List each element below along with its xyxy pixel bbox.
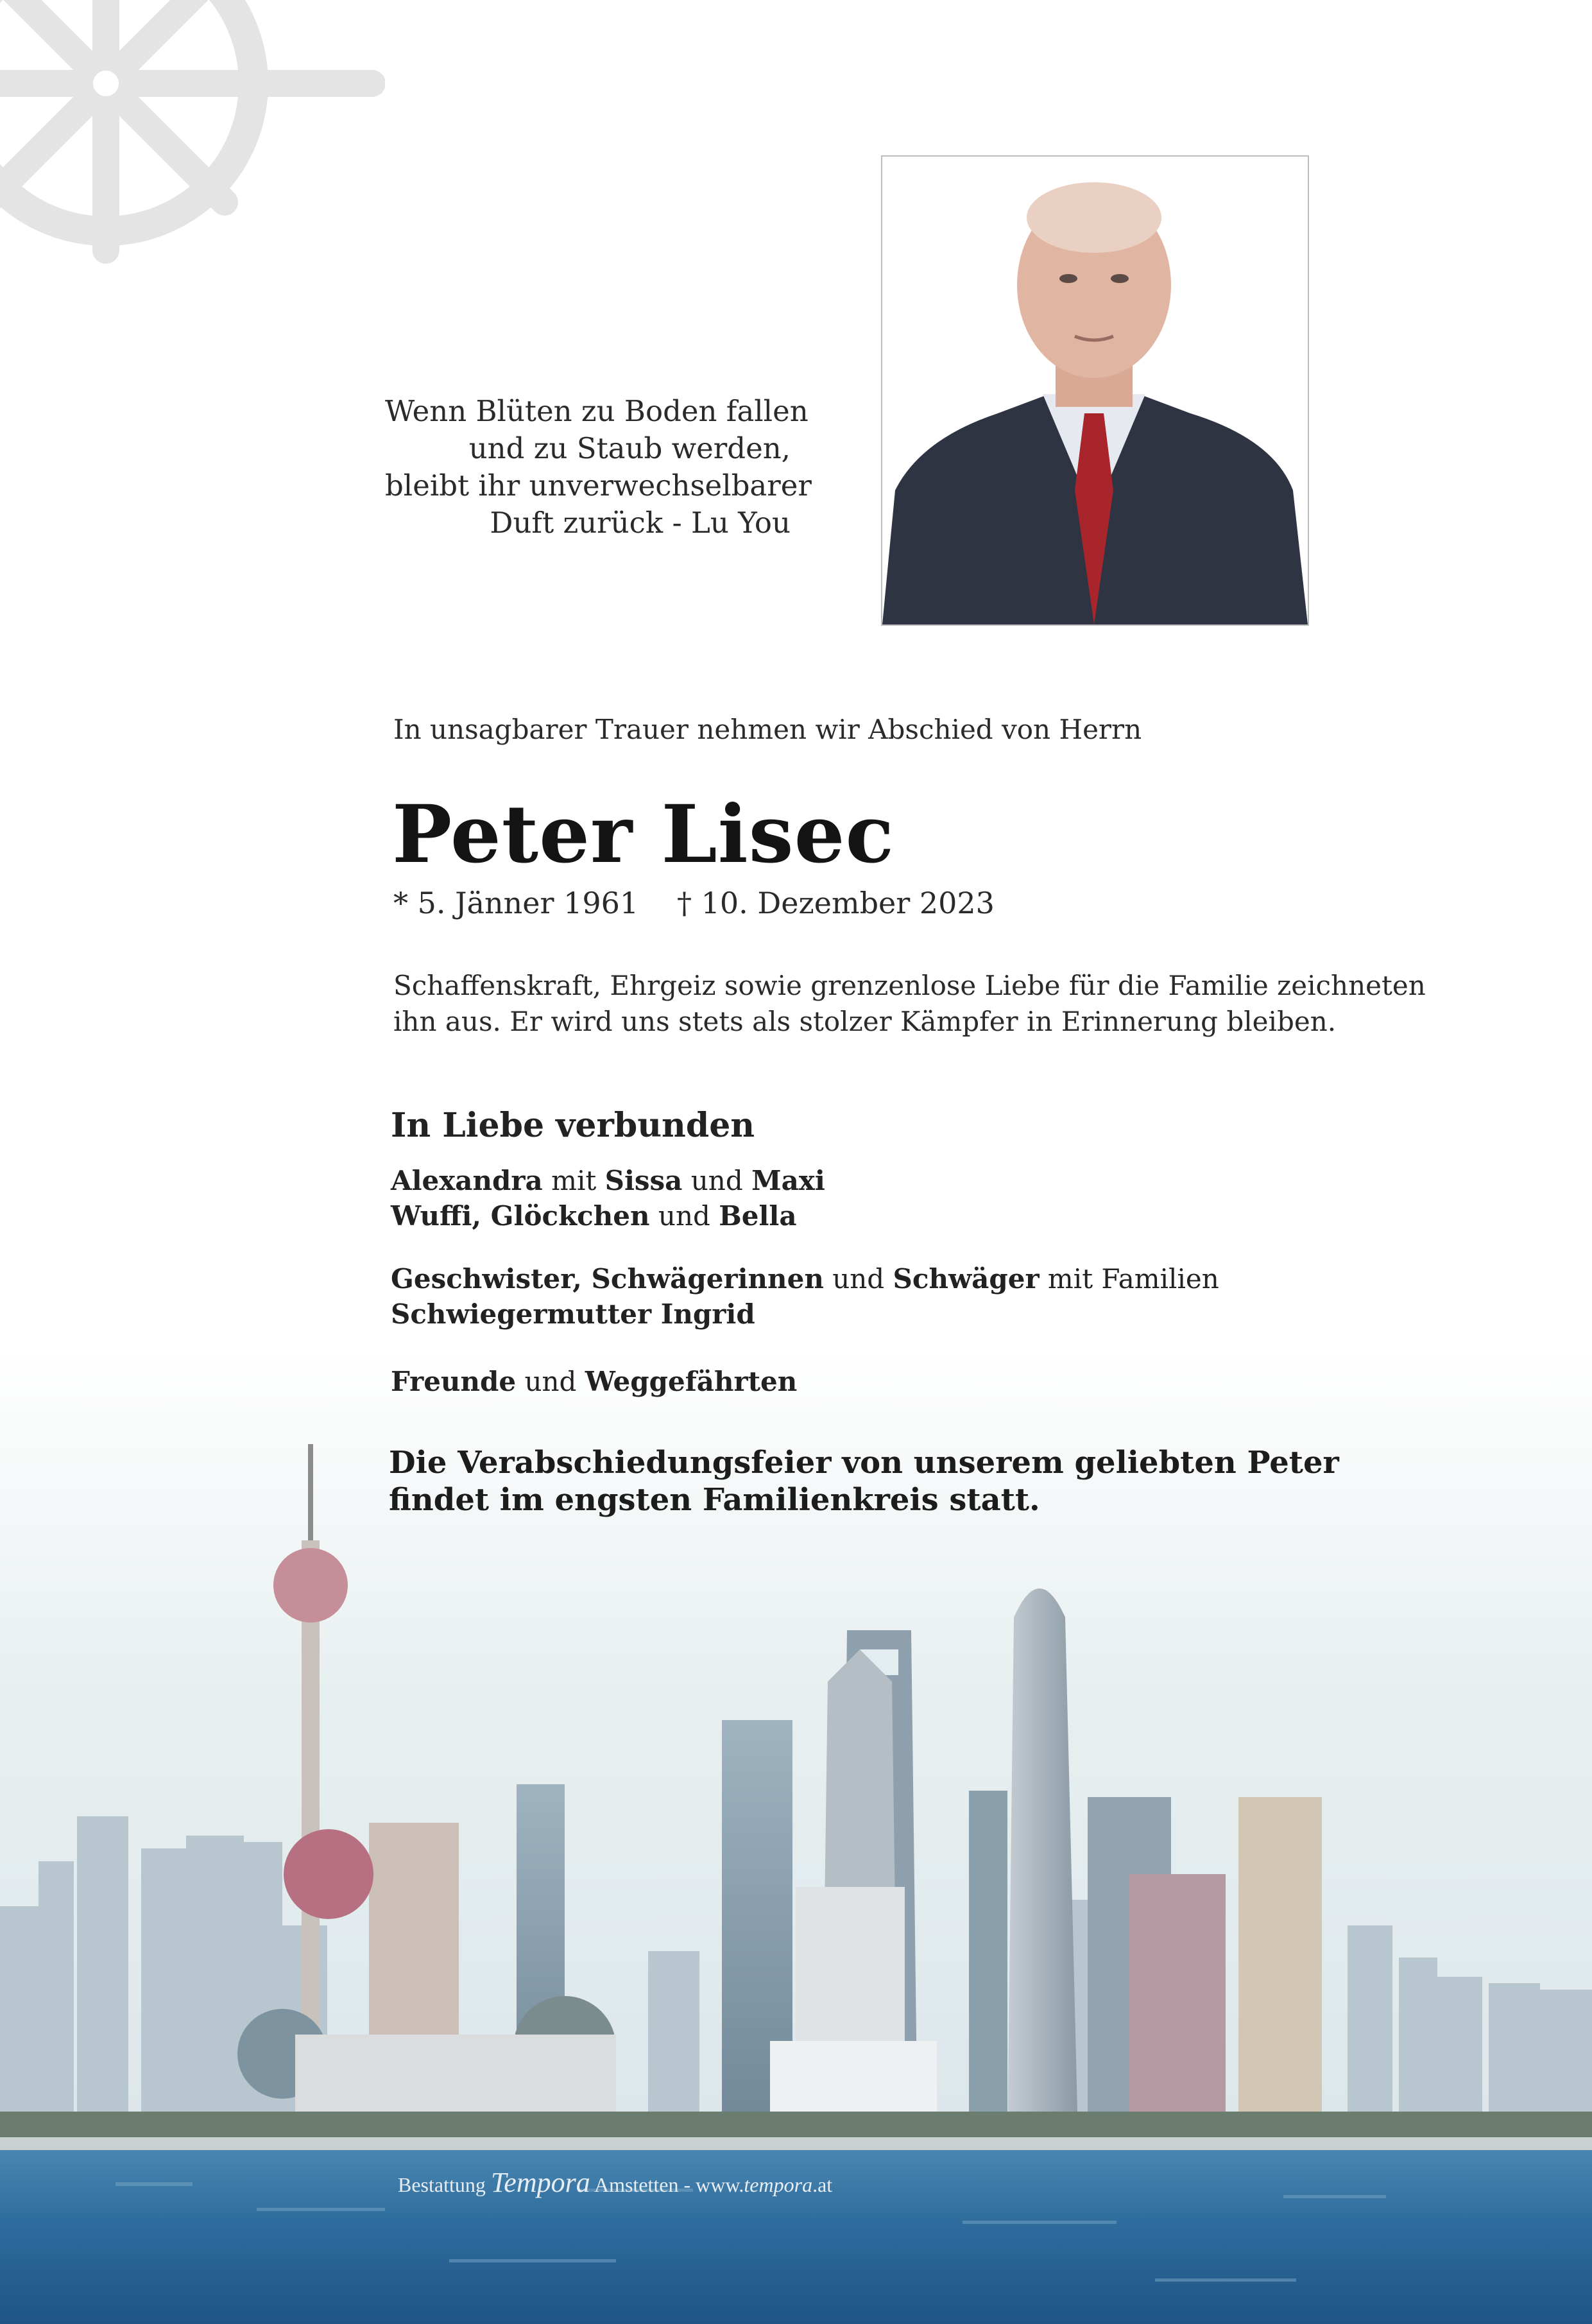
- footer-suffix: .at: [812, 2173, 833, 2196]
- mourners-line: [391, 1366, 797, 1397]
- death-date: † 10. Dezember 2023: [677, 886, 995, 920]
- connector-text: und: [682, 1165, 752, 1196]
- connector-text: mit Familien: [1039, 1263, 1219, 1295]
- mourner-name: Freunde: [391, 1366, 517, 1397]
- ceremony-line: findet im engsten Familienkreis statt.: [389, 1482, 1040, 1518]
- deceased-name: Peter Lisec: [392, 788, 894, 881]
- footer-site: tempora: [744, 2173, 813, 2196]
- mourner-name: Schwäger: [893, 1263, 1040, 1295]
- funeral-home-brand: Tempora: [490, 2167, 590, 2198]
- mourner-name: Sissa: [604, 1165, 683, 1196]
- mourner-name: Weggefährten: [585, 1366, 798, 1397]
- footer-prefix: Bestattung: [398, 2173, 491, 2196]
- connector-text: mit: [542, 1165, 605, 1196]
- portrait-figure-icon: [882, 157, 1308, 624]
- connector-text: und: [649, 1200, 719, 1232]
- footer-middle: Amstetten - www.: [590, 2173, 744, 2196]
- ship-wheel-icon: [0, 0, 385, 359]
- mourners-line: [391, 1200, 797, 1232]
- connector-text: und: [823, 1263, 893, 1295]
- funeral-home-footer: [398, 2166, 832, 2199]
- ceremony-notice: [389, 1444, 1339, 1519]
- ceremony-line: Die Verabschiedungsfeier von unserem geliebten Peter: [389, 1445, 1339, 1481]
- mourner-name: Bella: [719, 1200, 797, 1232]
- tribute-line: ihn aus. Er wird uns stets als stolzer Kämpfer in Erinnerung bleiben.: [393, 1006, 1337, 1037]
- mourners-line: [391, 1298, 755, 1330]
- quote-line: bleibt ihr unverwechselbarer: [385, 469, 812, 503]
- mourner-name: Wuffi, Glöckchen: [391, 1200, 650, 1232]
- quote-block: [385, 393, 812, 542]
- tribute-line: Schaffenskraft, Ehrgeiz sowie grenzenlose Liebe für die Familie zeichneten: [393, 970, 1426, 1001]
- birth-date: * 5. Jänner 1961: [393, 886, 639, 920]
- mourners-line: [391, 1263, 1219, 1295]
- mourners-heading: In Liebe verbunden: [391, 1106, 755, 1145]
- intro-text: In unsagbarer Trauer nehmen wir Abschied von Herrn: [393, 714, 1142, 745]
- mourners-line: [391, 1165, 825, 1196]
- tribute-text: [393, 968, 1426, 1040]
- mourner-name: Geschwister, Schwägerinnen: [391, 1263, 824, 1295]
- quote-line: Wenn Blüten zu Boden fallen: [385, 394, 809, 428]
- mourner-name: Maxi: [751, 1165, 825, 1196]
- portrait-photo: [881, 155, 1309, 626]
- mourner-name: Schwiegermutter Ingrid: [391, 1298, 755, 1330]
- quote-line: Duft zurück - Lu You: [490, 506, 791, 540]
- mourner-name: Alexandra: [391, 1165, 543, 1196]
- connector-text: und: [516, 1366, 585, 1397]
- quote-line: und zu Staub werden,: [468, 431, 791, 465]
